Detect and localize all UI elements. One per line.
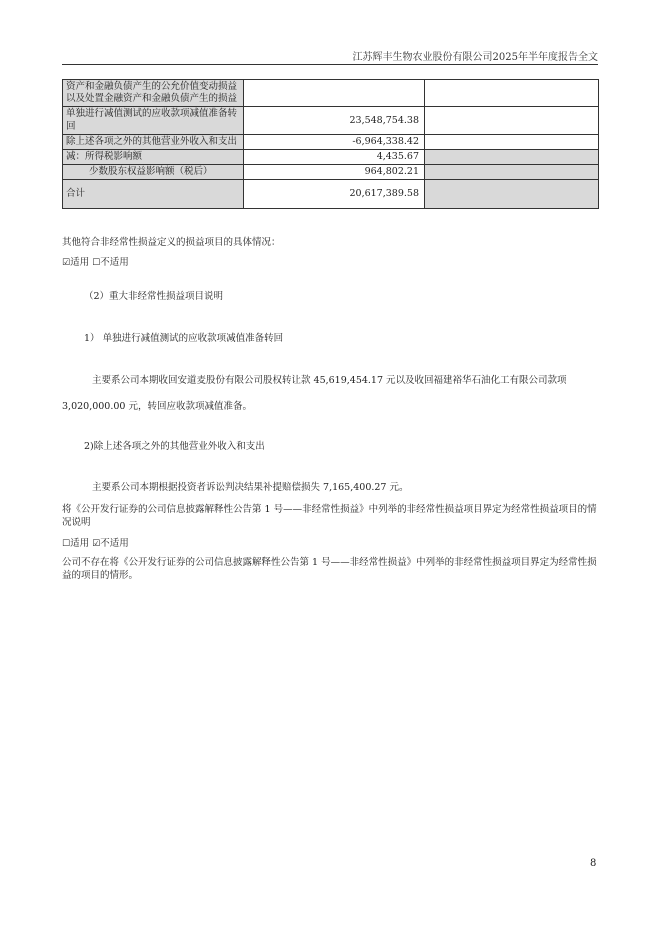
page-number: 8 xyxy=(590,858,597,869)
applicable-label: 适用 xyxy=(70,257,90,268)
checkbox-checked-icon: ☑ xyxy=(62,258,71,268)
reclassification-text: 公司不存在将《公开发行证券的公司信息披露解释性公告第 1 号——非经常性损益》中列举的非经常性损益项目界定为经常性损益的项目的情形。 xyxy=(62,557,597,582)
amount-cell: -6,964,338.42 xyxy=(244,134,425,149)
item-cell: 资产和金融负债产生的公允价值变动损益以及处置金融资产和金融负债产生的损益 xyxy=(63,80,244,107)
amount-cell: 20,617,389.58 xyxy=(244,180,425,209)
amount-cell: 23,548,754.38 xyxy=(244,107,425,134)
non-recurring-items-table xyxy=(62,79,599,209)
reclassification-title: 将《公开发行证券的公司信息披露解释性公告第 1 号——非经常性损益》中列举的非经常性损益项目界定为经常性损益项目的情况说明 xyxy=(62,504,597,529)
note-cell xyxy=(425,180,599,209)
applicability-choice-1 xyxy=(62,256,600,270)
item-cell: 合计 xyxy=(63,180,244,209)
item-cell: 减：所得税影响额 xyxy=(63,150,244,165)
section-2-title: （2）重大非经常性损益项目说明 xyxy=(84,291,224,302)
applicability-choice-2 xyxy=(62,537,600,551)
subsection-1-text-line-2: 3,020,000.00 元，转回应收款项减值准备。 xyxy=(62,401,252,412)
note-cell xyxy=(425,134,599,149)
note-cell xyxy=(425,80,599,107)
table-row-total xyxy=(63,180,599,209)
amount-cell: 964,802.21 xyxy=(244,165,425,180)
checkbox-checked-icon: ☑ xyxy=(92,539,101,549)
item-cell: 除上述各项之外的其他营业外收入和支出 xyxy=(63,134,244,149)
note-cell xyxy=(425,165,599,180)
subsection-1-text-line-1: 主要系公司本期收回安道麦股份有限公司股权转让款 45,619,454.17 元以及收回福建裕华石油化工有限公司款项 xyxy=(92,375,567,386)
page-header: 江苏辉丰生物农业股份有限公司2025年半年度报告全文 xyxy=(352,52,598,63)
checkbox-unchecked-icon: ☐ xyxy=(62,539,71,549)
note-cell xyxy=(425,107,599,134)
applicable-label: 适用 xyxy=(70,538,90,549)
table-row xyxy=(63,150,599,165)
header-rule xyxy=(62,64,598,65)
not-applicable-label: 不适用 xyxy=(100,538,129,549)
table-row xyxy=(63,134,599,149)
amount-cell: 4,435.67 xyxy=(244,150,425,165)
subsection-2-text: 主要系公司本期根据投资者诉讼判决结果补提赔偿损失 7,165,400.27 元。 xyxy=(92,482,409,493)
table-row xyxy=(63,165,599,180)
not-applicable-label: 不适用 xyxy=(100,257,129,268)
subsection-1-title: 1） 单独进行减值测试的应收款项减值准备转回 xyxy=(84,333,284,344)
note-cell xyxy=(425,150,599,165)
other-items-title: 其他符合非经常性损益定义的损益项目的具体情况： xyxy=(62,237,281,248)
subsection-2-title: 2)除上述各项之外的其他营业外收入和支出 xyxy=(84,441,265,452)
item-cell: 单独进行减值测试的应收款项减值准备转回 xyxy=(63,107,244,134)
table-row xyxy=(63,80,599,107)
amount-cell xyxy=(244,80,425,107)
item-cell: 少数股东权益影响额（税后） xyxy=(63,165,244,180)
table-row xyxy=(63,107,599,134)
checkbox-unchecked-icon: ☐ xyxy=(92,258,101,268)
